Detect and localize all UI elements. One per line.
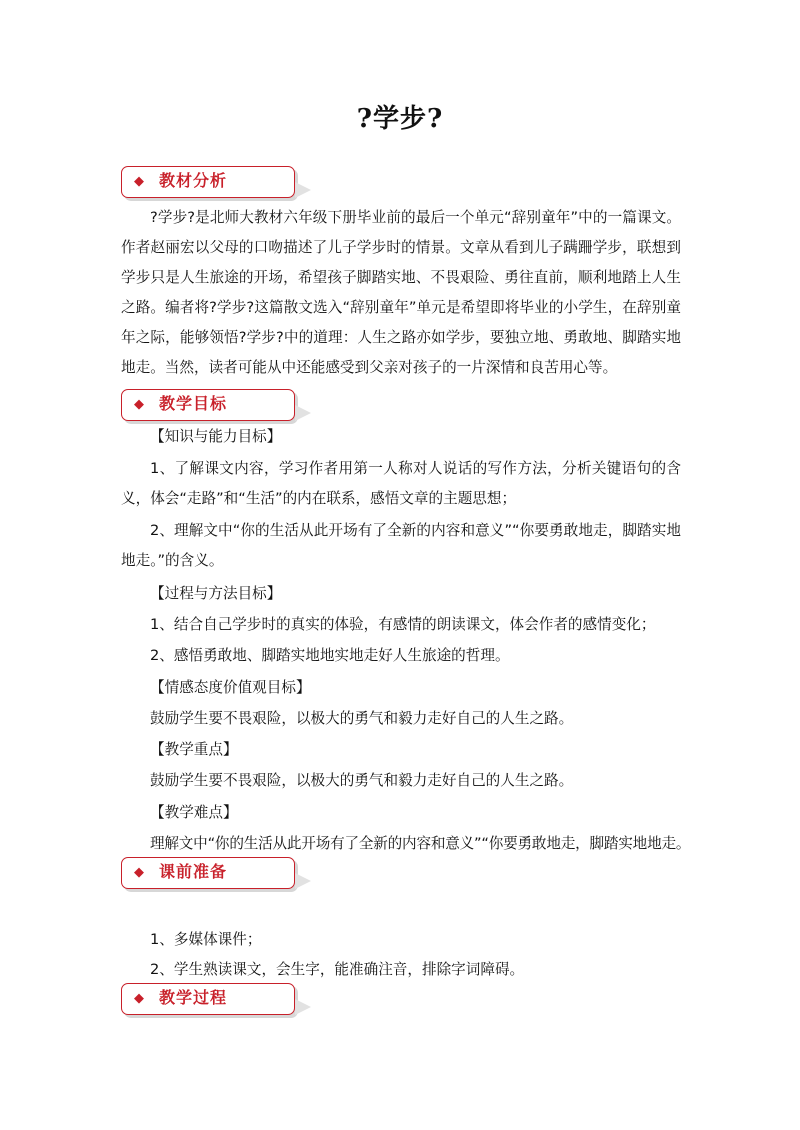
process-item-1: 1、结合自己学步时的真实的体验，有感情的朗读课文，体会作者的感情变化； (150, 616, 656, 633)
section-label: 课前准备 (159, 862, 228, 881)
diamond-icon: ◆ (134, 397, 144, 412)
difficulty-item: 理解文中“你的生活从此开场有了全新的内容和意义”“你要勇敢地走，脚踏实地地走。 (150, 835, 691, 852)
section-header-goals (121, 389, 295, 421)
diamond-icon: ◆ (134, 991, 144, 1006)
analysis-paragraph: ?学步?是北师大教材六年级下册毕业前的最后一个单元“辞别童年”中的一篇课文。作者赵丽宏以父母的口吻描述了儿子学步时的情景。文章从看到儿子蹒跚学步，联想到学步只是人生旅途的开场，希望孩子脚踏实地、不畏艰险、勇往直前，顺利地踏上人生之路。编者将?学步?这篇散文选入“辞别童年”单元是希望即将毕业的小学生，在辞别童年之际，能够领悟?学步?中的道理：人生之路亦如学步，要独立地、勇敢地、脚踏实地地走。当然，读者可能从中还能感受到父亲对孩子的一片深情和良苦用心等。 (121, 209, 681, 376)
difficulty-heading: 【教学难点】 (150, 804, 238, 821)
key-heading: 【教学重点】 (150, 741, 238, 758)
document-title: ?学步? (356, 104, 444, 134)
emotion-item: 鼓励学生要不畏艰险，以极大的勇气和毅力走好自己的人生之路。 (150, 710, 574, 727)
section-header-analysis (121, 166, 295, 198)
emotion-heading: 【情感态度价值观目标】 (150, 679, 311, 696)
process-heading: 【过程与方法目标】 (150, 585, 282, 602)
section-label: 教学过程 (159, 988, 228, 1007)
section-label: 教材分析 (159, 171, 228, 190)
section-header-process (121, 983, 295, 1015)
section-tail (295, 999, 311, 1015)
section-header-prep (121, 857, 295, 889)
diamond-icon: ◆ (134, 865, 144, 880)
prep-item-2: 2、学生熟读课文，会生字，能准确注音，排除字词障碍。 (150, 961, 525, 978)
section-label: 教学目标 (159, 394, 228, 413)
section-tail (295, 182, 311, 198)
key-item: 鼓励学生要不畏艰险，以极大的勇气和毅力走好自己的人生之路。 (150, 772, 574, 789)
section-tail (295, 873, 311, 889)
knowledge-item-1: 1、了解课文内容，学习作者用第一人称对人说话的写作方法，分析关键语句的含义，体会“走路”和“生活”的内在联系，感悟文章的主题思想； (121, 460, 681, 507)
section-tail (295, 405, 311, 421)
process-item-2: 2、感悟勇敢地、脚踏实地地实地走好人生旅途的哲理。 (150, 647, 510, 664)
diamond-icon: ◆ (134, 174, 144, 189)
prep-item-1: 1、多媒体课件； (150, 931, 262, 948)
knowledge-item-2: 2、理解文中“你的生活从此开场有了全新的内容和意义”“你要勇敢地走，脚踏实地地走。”的含义。 (121, 522, 681, 569)
knowledge-heading: 【知识与能力目标】 (150, 428, 282, 445)
